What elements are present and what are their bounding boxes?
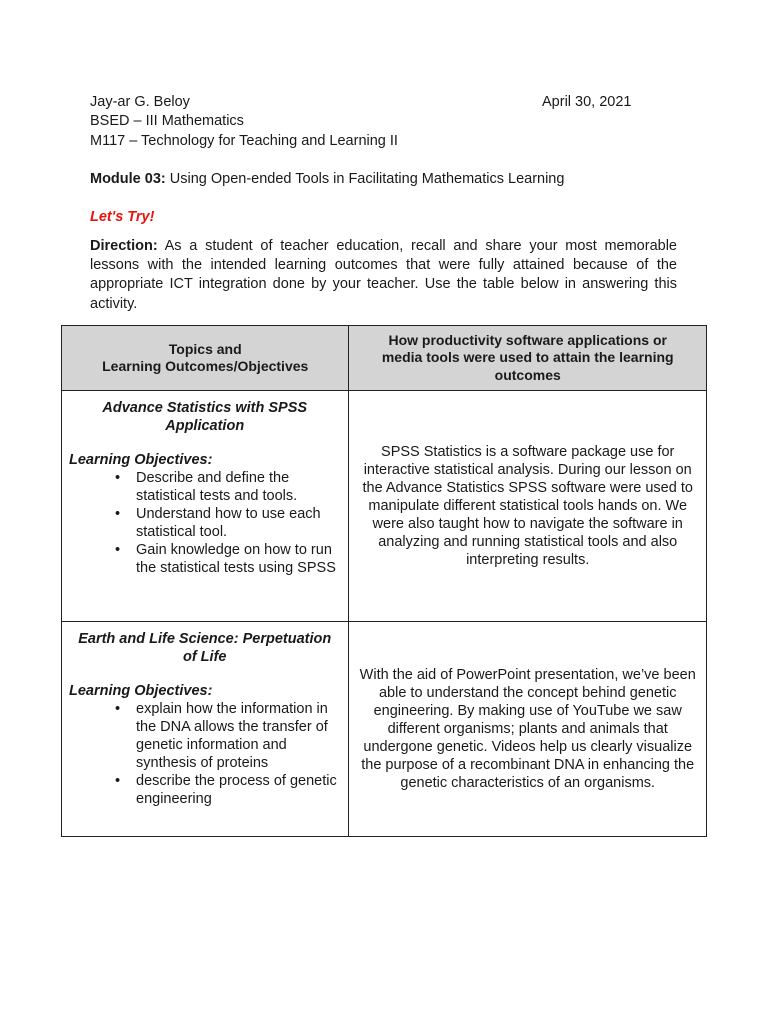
student-name: Jay-ar G. Beloy [90,94,190,110]
objectives-heading: Learning Objectives: [69,683,213,699]
usage-cell [349,391,707,622]
topic-cell [62,622,349,837]
module-label: Module 03: [90,171,166,187]
direction-paragraph [90,237,677,314]
usage-cell [349,622,707,837]
subject-line: M117 – Technology for Teaching and Learning II [90,133,398,149]
table-row [62,391,707,622]
header-topics-line1: Topics and [168,340,242,357]
header-topics [62,326,349,391]
objectives-heading: Learning Objectives: [69,452,213,468]
list-item: • explain how the information in the DNA allows the transfer of genetic information and synthesis of proteins [136,700,340,772]
table-header-row [62,326,707,391]
objectives-list [69,469,340,577]
header-topics-line2: Learning Outcomes/Objectives [102,358,309,374]
course-line: BSED – III Mathematics [90,113,244,129]
list-item: • Gain knowledge on how to run the statistical tests using SPSS [136,541,340,577]
lesson-table [61,325,707,837]
topic-title: Earth and Life Science: Perpetuation of Life [78,631,332,665]
topic-cell [62,391,349,622]
module-heading [90,170,564,189]
direction-text: As a student of teacher education, recall and share your most memorable lessons with the intended learning outcomes that were fully attained because of the appropriate ICT integration done by your teacher. Use the table below in answering this activity. [90,238,677,312]
document-date: April 30, 2021 [542,94,632,110]
objectives-list [69,700,340,808]
topic-title: Advance Statistics with SPSS Application [102,400,308,434]
list-item: • Describe and define the statistical tests and tools. [136,469,340,505]
header-usage-text: How productivity software applications or media tools were used to attain the learning outcomes [381,331,674,383]
module-title: Using Open-ended Tools in Facilitating Mathematics Learning [169,171,565,187]
lets-try-heading: Let's Try! [90,209,155,225]
header-usage [349,326,707,391]
usage-text: With the aid of PowerPoint presentation, we’ve been able to understand the concept behind genetic engineering. By making use of YouTube we saw different organisms; plants and animals that undergone genetic. Videos help us clearly visualize the purpose of a recombinant DNA in enhancing the genetic characteristics of an organisms. [359,667,696,791]
table-row [62,622,707,837]
list-item: • Understand how to use each statistical tool. [136,505,340,541]
direction-label: Direction: [90,238,158,254]
list-item: • describe the process of genetic engineering [136,772,340,808]
usage-text: SPSS Statistics is a software package use for interactive statistical analysis. During our lesson on the Advance Statistics SPSS software were used to manipulate different statistical tools hands on. We were also taught how to navigate the software in analyzing and running statistical tools and also interpreting results. [362,444,693,568]
